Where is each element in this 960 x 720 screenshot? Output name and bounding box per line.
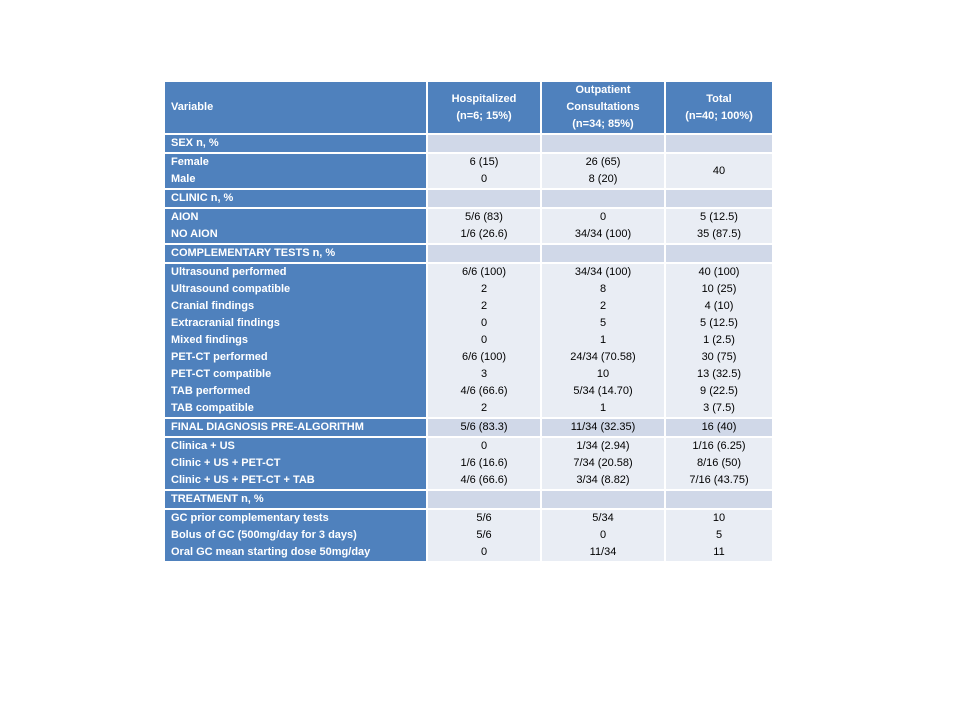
section-header-row [164, 189, 773, 208]
data-row [164, 208, 773, 244]
row-label: TAB compatible [171, 402, 254, 414]
hospitalized-cell-value: 1/6 (26.6) [460, 228, 508, 240]
header-total-line: Total [706, 92, 732, 105]
row-label: Bolus of GC (500mg/day for 3 days) [171, 529, 357, 541]
data-row [164, 418, 773, 437]
header-outpatient-line: Consultations [566, 101, 640, 113]
section-empty-cell [427, 244, 541, 263]
section-empty-cell [665, 244, 773, 263]
row-label: Ultrasound performed [171, 266, 287, 278]
section-header-row [164, 244, 773, 263]
row-label-cell [164, 263, 427, 418]
hospitalized-cell-value: 2 [480, 300, 488, 312]
section-header-row [164, 490, 773, 509]
outpatient-cell-value: 8 (20) [588, 173, 618, 185]
row-label-cell [164, 153, 427, 189]
header-variable [164, 81, 427, 134]
hospitalized-cell-value: 5/6 (83) [465, 211, 503, 223]
header-variable-line: Variable [171, 101, 214, 113]
outpatient-cell-value: 1/34 (2.94) [576, 440, 630, 452]
section-empty-cell [665, 490, 773, 509]
hospitalized-cell [427, 418, 541, 437]
total-cell-value: 4 (10) [704, 300, 734, 312]
outpatient-cell [541, 437, 665, 490]
hospitalized-cell-value: 2 [480, 283, 488, 295]
section-empty-cell [541, 490, 665, 509]
section-title: COMPLEMENTARY TESTS n, % [164, 244, 427, 263]
hospitalized-cell [427, 263, 541, 418]
row-label: Clinic + US + PET-CT [171, 457, 281, 469]
row-label: GC prior complementary tests [171, 512, 329, 524]
section-title: CLINIC n, % [164, 189, 427, 208]
section-empty-cell [541, 189, 665, 208]
hospitalized-cell-value: 0 [480, 173, 488, 185]
hospitalized-cell-value: 3 [480, 368, 488, 380]
section-title: SEX n, % [164, 134, 427, 153]
row-label: Extracranial findings [171, 317, 280, 329]
hospitalized-cell [427, 509, 541, 562]
outpatient-cell-value: 34/34 (100) [574, 228, 632, 240]
row-label: NO AION [171, 228, 218, 240]
row-label: FINAL DIAGNOSIS PRE-ALGORITHM [171, 421, 364, 433]
header-outpatient [541, 81, 665, 134]
row-label: Male [171, 173, 196, 185]
row-label: Clinica + US [171, 440, 235, 452]
table-header [164, 81, 773, 134]
outpatient-cell [541, 263, 665, 418]
total-cell-value: 1 (2.5) [703, 334, 735, 346]
header-hospitalized [427, 81, 541, 134]
total-cell-value: 16 (40) [701, 421, 737, 433]
outpatient-cell-value: 11/34 (32.35) [570, 421, 636, 433]
hospitalized-cell-value: 1/6 (16.6) [460, 457, 508, 469]
outpatient-cell-value: 8 [599, 283, 607, 295]
outpatient-cell-value: 5/34 (14.70) [573, 385, 633, 397]
hospitalized-cell-value: 2 [480, 402, 488, 414]
total-cell-value: 1/16 (6.25) [692, 440, 746, 452]
total-cell-value: 35 (87.5) [696, 228, 742, 240]
total-cell-value: 3 (7.5) [703, 402, 735, 414]
outpatient-cell-value: 10 [596, 368, 610, 380]
header-outpatient-line: Outpatient [575, 84, 631, 96]
hospitalized-cell [427, 437, 541, 490]
total-cell-value: 8/16 (50) [696, 457, 742, 469]
hospitalized-cell-value: 6/6 (100) [461, 351, 507, 363]
outpatient-cell-value: 24/34 (70.58) [570, 351, 636, 363]
hospitalized-cell-value: 0 [480, 317, 488, 329]
data-row [164, 437, 773, 490]
hospitalized-cell-value: 4/6 (66.6) [460, 385, 508, 397]
section-empty-cell [665, 189, 773, 208]
outpatient-cell-value: 26 (65) [585, 156, 621, 168]
total-cell-value: 7/16 (43.75) [689, 474, 749, 486]
section-empty-cell [541, 244, 665, 263]
total-cell-value: 5 (12.5) [700, 211, 738, 223]
total-cell-value: 13 (32.5) [696, 368, 742, 380]
total-cell [665, 418, 773, 437]
section-empty-cell [427, 490, 541, 509]
row-label: Oral GC mean starting dose 50mg/day [171, 546, 371, 558]
hospitalized-cell-value: 6 (15) [469, 156, 499, 168]
outpatient-cell-value: 34/34 (100) [574, 266, 632, 278]
table-body [164, 134, 773, 562]
outpatient-cell-value: 0 [599, 211, 607, 223]
outpatient-cell [541, 418, 665, 437]
hospitalized-cell-value: 6/6 (100) [461, 266, 507, 278]
row-label: PET-CT compatible [171, 368, 272, 380]
section-empty-cell [427, 134, 541, 153]
row-label-cell [164, 208, 427, 244]
outpatient-cell-value: 3/34 (8.82) [576, 474, 630, 486]
row-label: Mixed findings [171, 334, 248, 346]
hospitalized-cell [427, 153, 541, 189]
total-cell-value: 9 (22.5) [700, 385, 738, 397]
total-cell-value: 10 [712, 512, 726, 524]
data-row [164, 509, 773, 562]
total-cell-value: 40 [712, 164, 726, 177]
header-hospitalized-line: (n=6; 15%) [456, 109, 512, 122]
outpatient-cell-value: 2 [599, 300, 607, 312]
outpatient-cell [541, 153, 665, 189]
row-label: Ultrasound compatible [171, 283, 291, 295]
hospitalized-cell-value: 0 [480, 546, 488, 558]
header-hospitalized-line: Hospitalized [451, 92, 517, 105]
section-empty-cell [541, 134, 665, 153]
outpatient-cell-value: 5 [599, 317, 607, 329]
outpatient-cell-value: 11/34 [589, 546, 617, 558]
section-empty-cell [427, 189, 541, 208]
section-empty-cell [665, 134, 773, 153]
header-total-line: (n=40; 100%) [685, 109, 753, 122]
row-label-cell [164, 418, 427, 437]
header-total [665, 81, 773, 134]
total-cell-value: 10 (25) [701, 283, 737, 295]
outpatient-cell-value: 7/34 (20.58) [573, 457, 633, 469]
outpatient-cell [541, 509, 665, 562]
total-cell-value: 11 [713, 546, 725, 558]
outpatient-cell-value: 5/34 [592, 512, 614, 524]
total-cell [665, 153, 773, 189]
row-label: Cranial findings [171, 300, 255, 312]
total-cell-value: 5 (12.5) [700, 317, 738, 329]
hospitalized-cell-value: 0 [480, 440, 488, 452]
row-label: TAB performed [171, 385, 251, 397]
row-label-cell [164, 509, 427, 562]
outpatient-cell [541, 208, 665, 244]
data-row [164, 263, 773, 418]
data-row [164, 153, 773, 189]
total-cell-value: 5 [715, 529, 723, 541]
total-cell-value: 30 (75) [701, 351, 737, 363]
row-label: AION [171, 211, 199, 223]
hospitalized-cell-value: 5/6 [476, 529, 492, 541]
hospitalized-cell-value: 0 [480, 334, 488, 346]
total-cell [665, 208, 773, 244]
hospitalized-cell-value: 4/6 (66.6) [460, 474, 508, 486]
total-cell [665, 437, 773, 490]
total-cell-value: 40 (100) [698, 266, 740, 278]
outpatient-cell-value: 1 [599, 334, 607, 346]
row-label: Female [171, 156, 209, 168]
section-header-row [164, 134, 773, 153]
row-label: PET-CT performed [171, 351, 268, 363]
total-cell [665, 509, 773, 562]
outpatient-cell-value: 1 [599, 402, 607, 414]
hospitalized-cell-value: 5/6 [476, 512, 492, 524]
hospitalized-cell-value: 5/6 (83.3) [460, 421, 508, 433]
hospitalized-cell [427, 208, 541, 244]
header-outpatient-line: (n=34; 85%) [572, 118, 634, 130]
header-row [164, 81, 773, 134]
results-table [163, 80, 774, 563]
outpatient-cell-value: 0 [599, 529, 607, 541]
total-cell [665, 263, 773, 418]
row-label: Clinic + US + PET-CT + TAB [171, 474, 315, 486]
row-label-cell [164, 437, 427, 490]
section-title: TREATMENT n, % [164, 490, 427, 509]
